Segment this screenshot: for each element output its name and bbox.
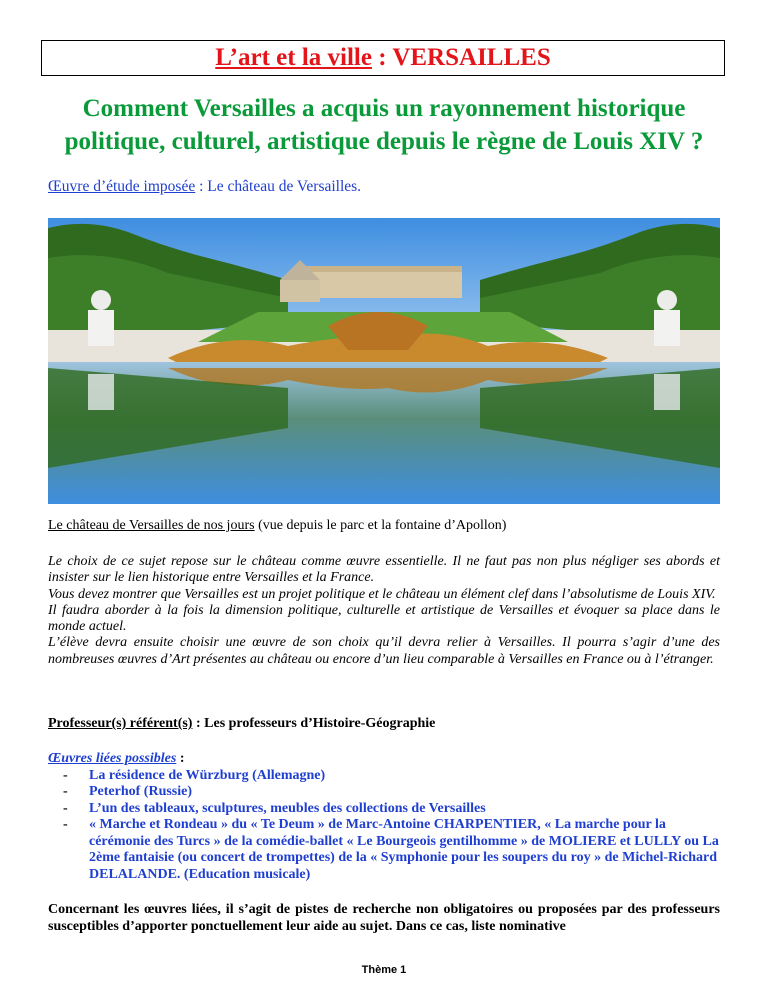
intro-paragraph: Vous devez montrer que Versailles est un projet politique et le château un élément clef dans l’absolutisme de Louis XIV. <box>48 586 716 602</box>
intro-paragraph: Il faudra aborder à la fois la dimension politique, culturelle et artistique de Versailles et évoquer sa place dans le monde actuel. <box>48 602 720 635</box>
main-question: Comment Versailles a acquis un rayonnement historique politique, culturel, artistique depuis le règne de Louis XIV ? <box>64 95 704 155</box>
oeuvre-value: : Le château de Versailles. <box>195 178 362 195</box>
intro-text <box>48 554 720 668</box>
intro-paragraph: L’élève devra ensuite choisir une œuvre de son choix qu’il devra relier à Versailles. Il pourra s’agir d’une des nombreuses œuvres d’Art présentes au château ou encore d’un lieu comparable à Versailles en France ou à l’étranger. <box>48 635 720 667</box>
oeuvres-liees <box>48 751 720 883</box>
professeurs-referents <box>48 716 435 732</box>
page-footer: Thème 1 <box>361 964 407 976</box>
oeuvre-label: Œuvre d’étude imposée <box>48 178 196 195</box>
concernant-text: Concernant les œuvres liées, il s’agit de pistes de recherche non obligatoires ou proposées par des professeurs susceptibles d’apporter ponctuellement leur aide au sujet. Dans ce cas, liste nominative <box>48 902 720 934</box>
list-item: - L’un des tableaux, sculptures, meubles des collections de Versailles <box>63 800 486 816</box>
list-item: - Peterhof (Russie) <box>63 784 193 799</box>
oeuvres-liees-list <box>48 768 720 884</box>
oeuvre-imposee <box>48 178 361 196</box>
caption-underlined: Le château de Versailles de nos jours <box>48 518 255 533</box>
intro-paragraph: Le choix de ce sujet repose sur le château comme œuvre essentielle. Il ne faut pas non plus négliger ses abords et insister sur le lien historique entre Versailles et la France. <box>48 554 720 586</box>
prof-value: : Les professeurs d’Histoire-Géographie <box>192 716 436 731</box>
list-item: - La résidence de Würzburg (Allemagne) <box>63 767 326 783</box>
versailles-photo <box>48 218 720 504</box>
title-rest: : VERSAILLES <box>371 44 551 71</box>
title-underlined: L’art et la ville <box>215 44 372 71</box>
prof-label: Professeur(s) référent(s) <box>48 716 193 731</box>
list-item: - « Marche et Rondeau » du « Te Deum » de Marc-Antoine CHARPENTIER, « La marche pour la cérémonie des Turcs » de la comédie-ballet « Le Bourgeois gentilhomme » de MOLIERE et LULLY ou La 2ème fantaisie (ou concert de trompettes) de la « Symphonie pour les soupers du roy » de Michel-Richard DELALANDE. (Education musicale) <box>63 817 719 882</box>
photo-caption <box>48 518 506 534</box>
versailles-photo-illustration <box>48 218 720 504</box>
list-item-text: « Marche et Rondeau » du « Te Deum » de Marc-Antoine CHARPENTIER, « La marche pour la cérémonie des Turcs » de la comédie-ballet « Le Bourgeois gentilhomme » de MOLIERE et LULLY ou La 2ème fantaisie (ou concert de trompettes) de la « Symphonie pour les soupers du roy » de Michel-Richard DELALANDE. (Education musicale) <box>89 817 719 882</box>
list-item-text: L’un des tableaux, sculptures, meubles des collections de Versailles <box>89 800 486 816</box>
oeuvres-liees-heading <box>48 751 720 768</box>
oeuvres-liees-label: Œuvres liées possibles <box>48 751 177 766</box>
list-item-text: Peterhof (Russie) <box>89 784 193 799</box>
oeuvres-liees-colon: : <box>176 751 185 766</box>
page-title <box>41 40 725 76</box>
list-item-text: La résidence de Würzburg (Allemagne) <box>89 767 326 783</box>
caption-rest: (vue depuis le parc et la fontaine d’Apollon) <box>254 518 507 533</box>
